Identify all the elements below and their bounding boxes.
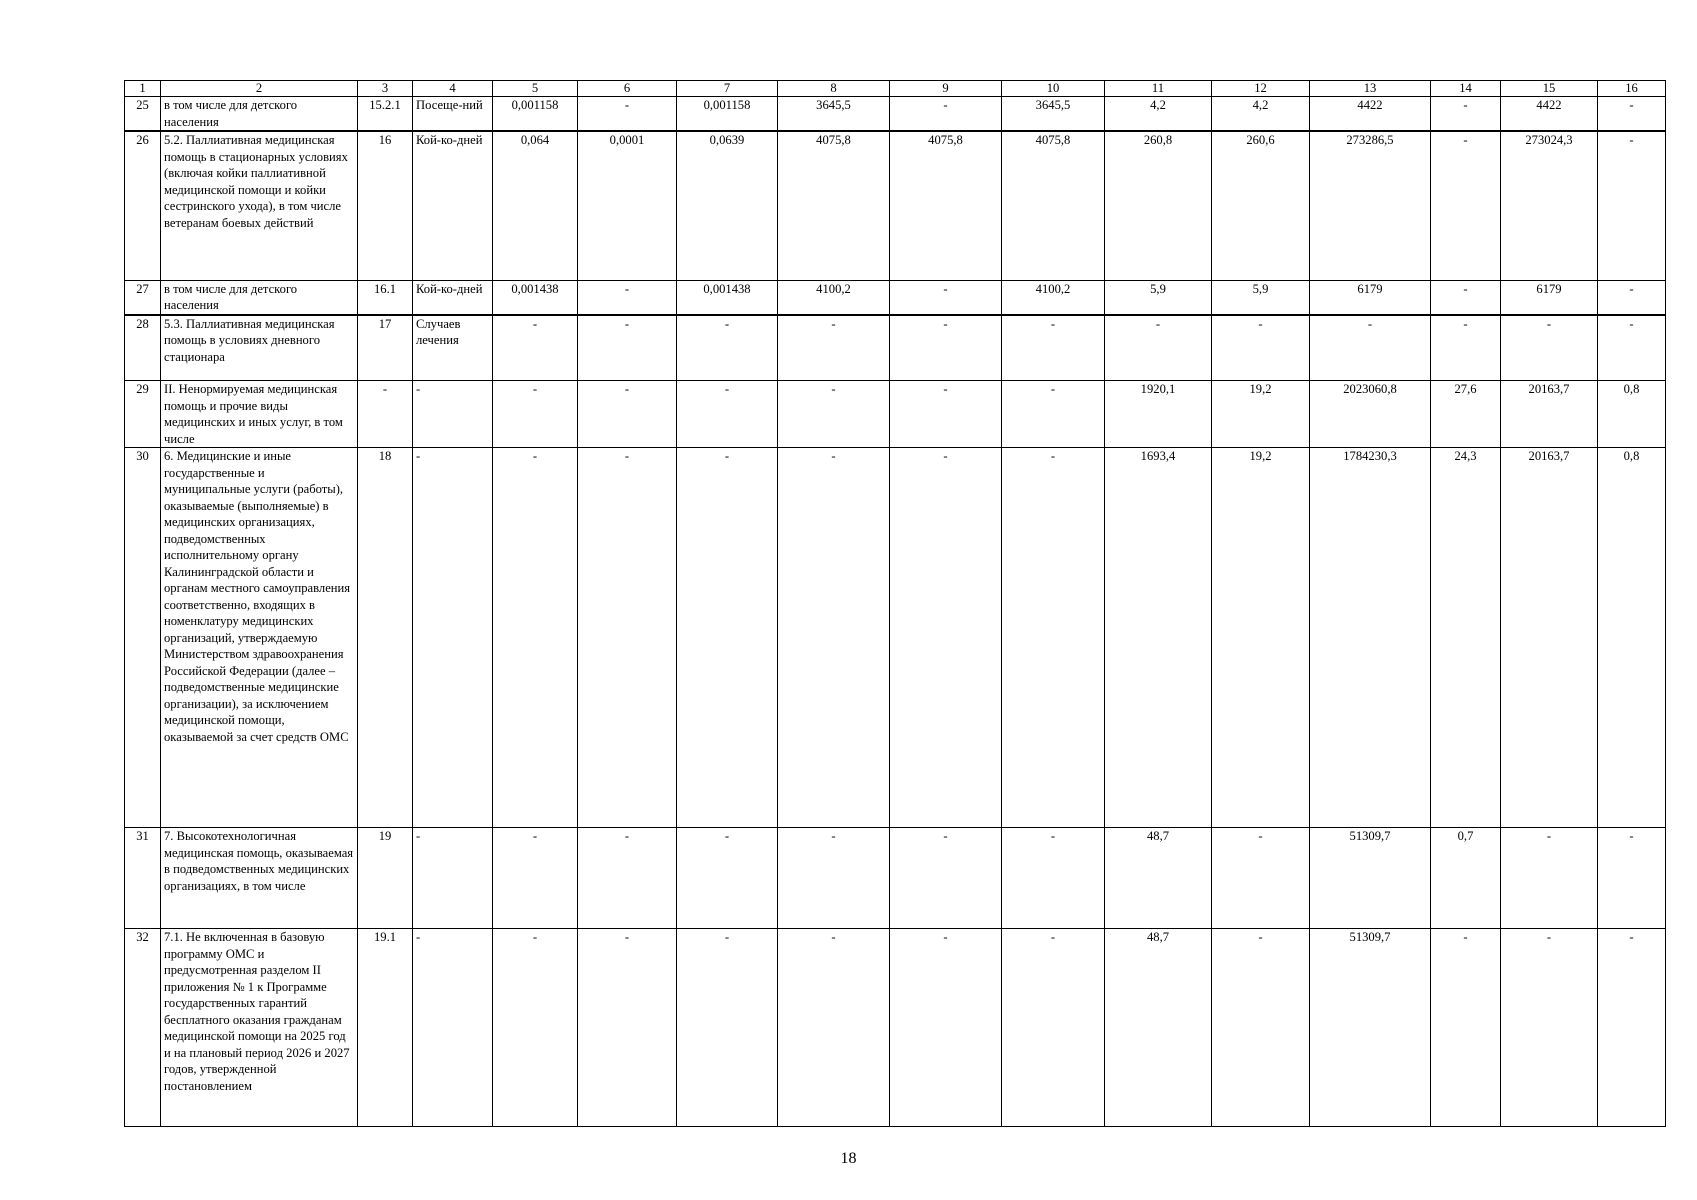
row-number-cell: 26	[125, 131, 161, 280]
table-cell: 1784230,3	[1310, 448, 1431, 828]
table-cell: 0,8	[1598, 448, 1666, 828]
table-cell: -	[413, 929, 493, 1127]
table-cell: -	[578, 315, 677, 381]
table-cell: -	[778, 448, 890, 828]
table-cell: 6179	[1310, 280, 1431, 315]
table-cell: 19,2	[1212, 381, 1310, 448]
row-number-cell: 32	[125, 929, 161, 1127]
table-cell: -	[778, 828, 890, 929]
table-cell: -	[778, 315, 890, 381]
table-cell: 20163,7	[1501, 381, 1598, 448]
column-number: 4	[413, 81, 493, 97]
column-number: 9	[890, 81, 1002, 97]
column-number: 12	[1212, 81, 1310, 97]
table-cell: 4100,2	[1002, 280, 1105, 315]
table-cell: 273024,3	[1501, 131, 1598, 280]
table-cell: 260,8	[1105, 131, 1212, 280]
table-cell: -	[1431, 131, 1501, 280]
table-cell: -	[358, 381, 413, 448]
row-label-cell: 5.3. Паллиативная медицинская помощь в условиях дневного стационара	[161, 315, 358, 381]
row-label-cell: 7. Высокотехнологичная медицинская помощь, оказываемая в подведомственных медицинских организациях, в том числе	[161, 828, 358, 929]
table-cell: 0,001438	[677, 280, 778, 315]
table-cell: 19	[358, 828, 413, 929]
row-number-cell: 31	[125, 828, 161, 929]
table-cell: 15.2.1	[358, 97, 413, 132]
table-cell: 4075,8	[890, 131, 1002, 280]
table-cell: 6179	[1501, 280, 1598, 315]
table-row	[125, 929, 1666, 1127]
table-cell: 0,0639	[677, 131, 778, 280]
table-cell: 4075,8	[1002, 131, 1105, 280]
table-cell: -	[890, 315, 1002, 381]
table-cell: -	[890, 381, 1002, 448]
table-cell: Кой-ко-дней	[413, 280, 493, 315]
column-number: 7	[677, 81, 778, 97]
table-cell: -	[1501, 929, 1598, 1127]
column-number: 13	[1310, 81, 1431, 97]
table-cell: -	[578, 929, 677, 1127]
table-cell: -	[1310, 315, 1431, 381]
column-number: 8	[778, 81, 890, 97]
table-cell: 51309,7	[1310, 828, 1431, 929]
table-cell: 1920,1	[1105, 381, 1212, 448]
table-cell: 19.1	[358, 929, 413, 1127]
table-cell: 5,9	[1105, 280, 1212, 315]
table-cell: -	[413, 381, 493, 448]
table-cell: -	[890, 448, 1002, 828]
table-cell: -	[493, 448, 578, 828]
table-cell: -	[1598, 828, 1666, 929]
table-cell: 0,001158	[677, 97, 778, 132]
table-cell: -	[493, 381, 578, 448]
row-number-cell: 25	[125, 97, 161, 132]
table-cell: 4422	[1501, 97, 1598, 132]
table-cell: -	[1431, 97, 1501, 132]
table-cell: 4100,2	[778, 280, 890, 315]
table-cell: -	[1002, 448, 1105, 828]
table-row	[125, 828, 1666, 929]
table-cell: 260,6	[1212, 131, 1310, 280]
table-cell: -	[778, 929, 890, 1127]
column-number: 2	[161, 81, 358, 97]
row-label-cell: в том числе для детского населения	[161, 97, 358, 132]
table-cell: -	[1002, 828, 1105, 929]
table-cell: 2023060,8	[1310, 381, 1431, 448]
column-number: 6	[578, 81, 677, 97]
column-number: 15	[1501, 81, 1598, 97]
table-cell: 4075,8	[778, 131, 890, 280]
table-cell: 3645,5	[1002, 97, 1105, 132]
table-cell: 24,3	[1431, 448, 1501, 828]
column-number: 1	[125, 81, 161, 97]
table-cell: -	[1105, 315, 1212, 381]
table-cell: 0,8	[1598, 381, 1666, 448]
table-cell: -	[413, 448, 493, 828]
row-label-cell: 5.2. Паллиативная медицинская помощь в стационарных условиях (включая койки паллиативной медицинской помощи и койки сестринского ухода), в том числе ветеранам боевых действий	[161, 131, 358, 280]
table-cell: -	[578, 828, 677, 929]
table-row	[125, 280, 1666, 315]
row-label-cell: II. Ненормируемая медицинская помощь и прочие виды медицинских и иных услуг, в том числе	[161, 381, 358, 448]
row-number-cell: 30	[125, 448, 161, 828]
page-number: 18	[840, 1150, 857, 1167]
row-label-cell: в том числе для детского населения	[161, 280, 358, 315]
table-cell: -	[1431, 280, 1501, 315]
table-cell: 27,6	[1431, 381, 1501, 448]
table-cell: 16	[358, 131, 413, 280]
table-cell: -	[493, 929, 578, 1127]
table-cell: 48,7	[1105, 929, 1212, 1127]
table-cell: -	[1598, 131, 1666, 280]
column-number-row	[125, 81, 1666, 97]
table-cell: 19,2	[1212, 448, 1310, 828]
table-cell: 17	[358, 315, 413, 381]
table-cell: -	[1598, 315, 1666, 381]
table-cell: -	[578, 280, 677, 315]
row-number-cell: 29	[125, 381, 161, 448]
table-cell: -	[1002, 929, 1105, 1127]
table-cell: -	[677, 315, 778, 381]
table-cell: 3645,5	[778, 97, 890, 132]
table-cell: 4422	[1310, 97, 1431, 132]
table-cell: -	[1431, 929, 1501, 1127]
table-cell: -	[1598, 929, 1666, 1127]
table-cell: 0,0001	[578, 131, 677, 280]
table-cell: -	[677, 828, 778, 929]
table-cell: -	[578, 97, 677, 132]
table-cell: -	[890, 929, 1002, 1127]
column-number: 3	[358, 81, 413, 97]
table-cell: Случаев лечения	[413, 315, 493, 381]
table-row	[125, 315, 1666, 381]
table-cell: 16.1	[358, 280, 413, 315]
table-cell: -	[677, 381, 778, 448]
table-cell: Кой-ко-дней	[413, 131, 493, 280]
table-cell: 4,2	[1105, 97, 1212, 132]
table-cell: 0,001158	[493, 97, 578, 132]
table-cell: Посеще-ний	[413, 97, 493, 132]
table-cell: -	[578, 448, 677, 828]
table-cell: 51309,7	[1310, 929, 1431, 1127]
row-number-cell: 27	[125, 280, 161, 315]
table-cell: -	[1431, 315, 1501, 381]
table-cell: 1693,4	[1105, 448, 1212, 828]
table-row	[125, 448, 1666, 828]
row-label-cell: 7.1. Не включенная в базовую программу ОМС и предусмотренная разделом II приложения № 1 к Программе государственных гарантий бесплатного оказания гражданам медицинской помощи на 2025 год и на плановый период 2026 и 2027 годов, утвержденной постановлением	[161, 929, 358, 1127]
table-cell: -	[1598, 280, 1666, 315]
table-cell: -	[890, 280, 1002, 315]
table-cell: -	[1501, 315, 1598, 381]
column-number: 14	[1431, 81, 1501, 97]
table-cell: -	[413, 828, 493, 929]
table-cell: -	[493, 828, 578, 929]
table-cell: 18	[358, 448, 413, 828]
table-cell: -	[1598, 97, 1666, 132]
table-cell: 0,7	[1431, 828, 1501, 929]
row-number-cell: 28	[125, 315, 161, 381]
data-table	[124, 80, 1666, 1127]
table-cell: 4,2	[1212, 97, 1310, 132]
column-number: 5	[493, 81, 578, 97]
table-cell: -	[890, 828, 1002, 929]
table-cell: 5,9	[1212, 280, 1310, 315]
column-number: 16	[1598, 81, 1666, 97]
table-cell: 273286,5	[1310, 131, 1431, 280]
table-cell: -	[1212, 828, 1310, 929]
row-label-cell: 6. Медицинские и иные государственные и муниципальные услуги (работы), оказываемые (выполняемые) в медицинских организациях, подведомственных исполнительному органу Калининградской области и органам местного самоуправления соответственно, входящих в номенклатуру медицинских организаций, утверждаемую Министерством здравоохранения Российской Федерации (далее – подведомственные медицинские организации), за исключением медицинской помощи, оказываемой за счет средств ОМС	[161, 448, 358, 828]
table-cell: -	[890, 97, 1002, 132]
table-cell: -	[677, 448, 778, 828]
table-row	[125, 131, 1666, 280]
table-cell: -	[493, 315, 578, 381]
table-row	[125, 381, 1666, 448]
table-cell: 0,064	[493, 131, 578, 280]
table-row	[125, 97, 1666, 132]
table-cell: 20163,7	[1501, 448, 1598, 828]
column-number: 11	[1105, 81, 1212, 97]
table-cell: -	[578, 381, 677, 448]
table-cell: -	[778, 381, 890, 448]
table-cell: -	[1212, 315, 1310, 381]
table-cell: -	[1002, 315, 1105, 381]
document-page	[124, 80, 1665, 1127]
table-cell: 48,7	[1105, 828, 1212, 929]
table-cell: -	[677, 929, 778, 1127]
table-cell: -	[1501, 828, 1598, 929]
table-cell: -	[1212, 929, 1310, 1127]
column-number: 10	[1002, 81, 1105, 97]
table-cell: 0,001438	[493, 280, 578, 315]
table-cell: -	[1002, 381, 1105, 448]
